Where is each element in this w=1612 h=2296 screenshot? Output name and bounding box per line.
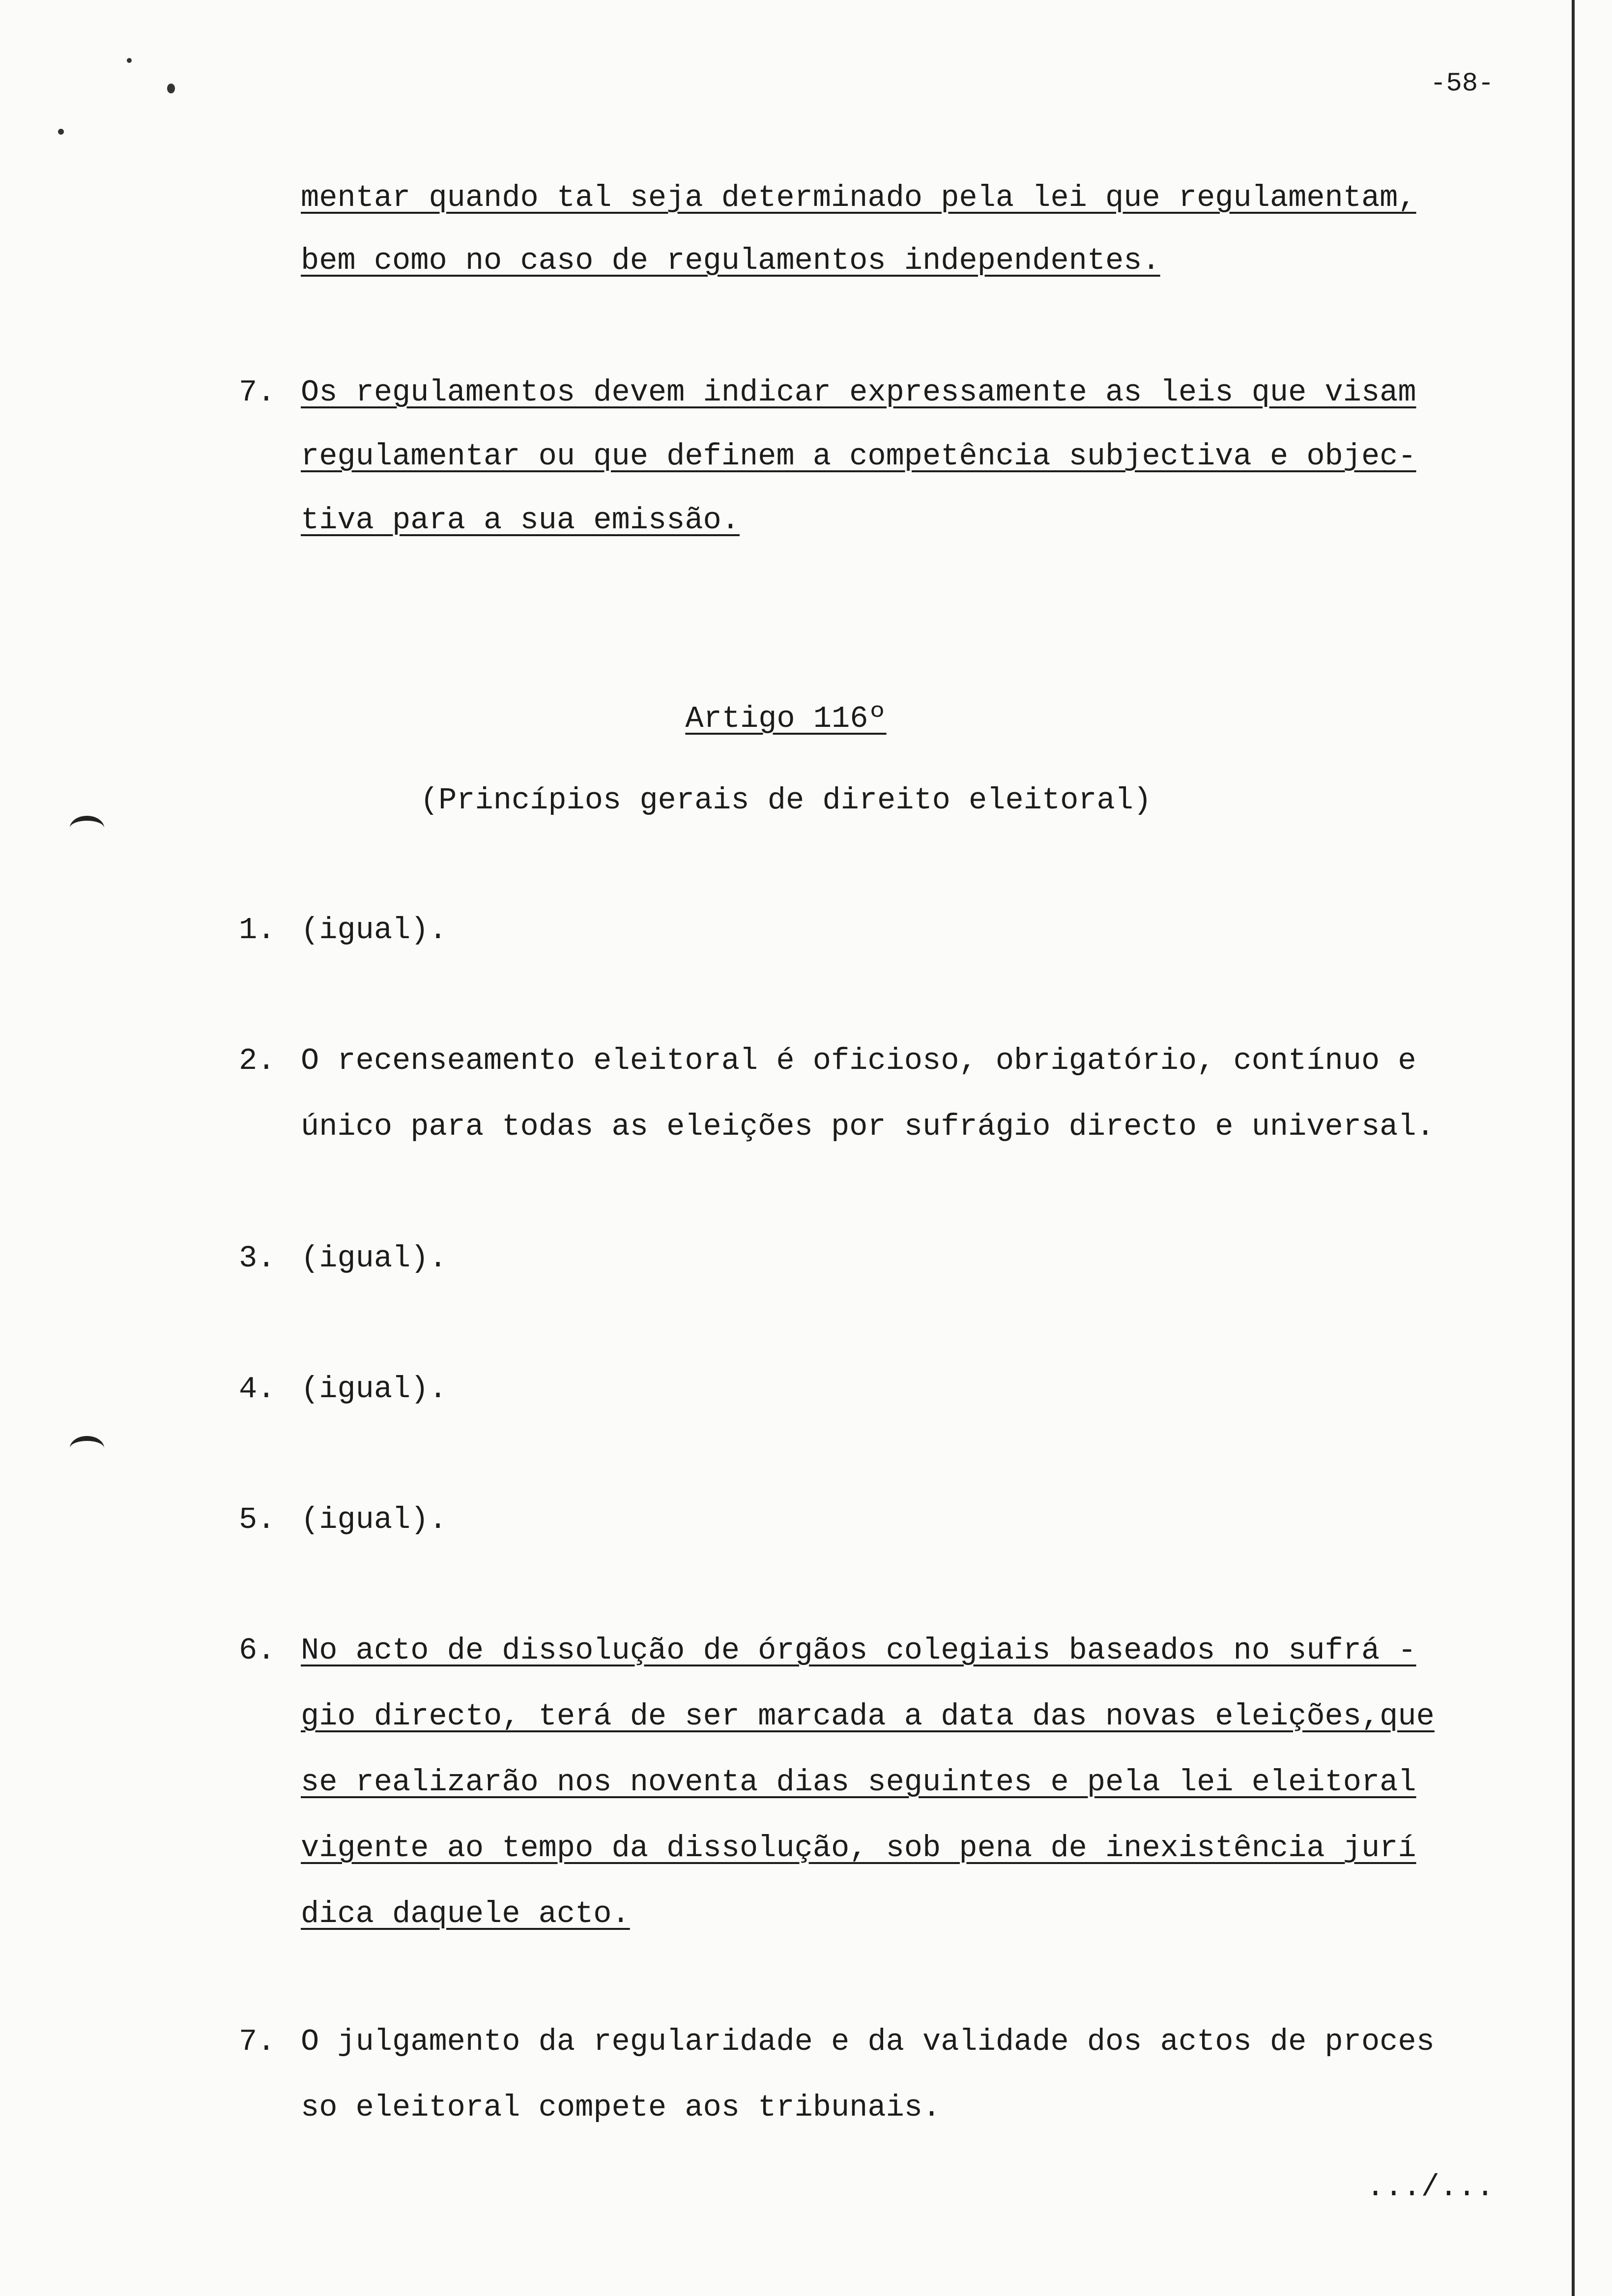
item-line: (igual). <box>301 913 447 947</box>
item-line: tiva para a sua emissão. <box>301 503 740 538</box>
item-line: (igual). <box>301 1241 447 1276</box>
continuation-mark: .../... <box>1366 2170 1495 2205</box>
page-number: -58- <box>1430 69 1494 99</box>
hole-punch-mark <box>70 816 104 840</box>
item-line: Os regulamentos devem indicar expressamente as leis que visam <box>301 375 1416 410</box>
item-line: No acto de dissolução de órgãos colegiais baseados no sufrá - <box>301 1633 1416 1668</box>
intro-line-1: mentar quando tal seja determinado pela lei que regulamentam, <box>301 180 1416 215</box>
item-line: vigente ao tempo da dissolução, sob pena de inexistência jurí <box>301 1831 1416 1866</box>
item-line: (igual). <box>301 1502 447 1537</box>
scan-speck <box>167 84 175 93</box>
item-number: 2. <box>239 1043 276 1078</box>
intro-line-2: bem como no caso de regulamentos independentes. <box>301 243 1160 278</box>
item-number: 5. <box>239 1502 276 1537</box>
article-subtitle: (Princípios gerais de direito eleitoral) <box>420 783 1152 818</box>
item-number: 7. <box>239 2024 276 2059</box>
item-line: único para todas as eleições por sufrágio directo e universal. <box>301 1109 1435 1144</box>
item-number: 3. <box>239 1241 276 1276</box>
item-line: se realizarão nos noventa dias seguintes e pela lei eleitoral <box>301 1765 1416 1800</box>
scan-speck <box>127 58 132 63</box>
item-line: O recenseamento eleitoral é oficioso, obrigatório, contínuo e <box>301 1043 1416 1078</box>
item-line: regulamentar ou que definem a competência subjectiva e objec- <box>301 439 1416 474</box>
item-line: gio directo, terá de ser marcada a data das novas eleições,que <box>301 1699 1435 1734</box>
scan-speck <box>58 129 64 135</box>
hole-punch-mark <box>70 1436 104 1461</box>
item-line: (igual). <box>301 1372 447 1406</box>
item-number: 6. <box>239 1633 276 1668</box>
item-line: O julgamento da regularidade e da validade dos actos de proces <box>301 2024 1435 2059</box>
item-line: so eleitoral compete aos tribunais. <box>301 2090 941 2125</box>
article-title: Artigo 116º <box>685 701 887 736</box>
item-number: 1. <box>239 913 276 947</box>
margin-rule <box>1572 0 1575 2296</box>
item-number: 4. <box>239 1372 276 1406</box>
item-number: 7. <box>239 375 276 410</box>
item-line: dica daquele acto. <box>301 1896 630 1931</box>
